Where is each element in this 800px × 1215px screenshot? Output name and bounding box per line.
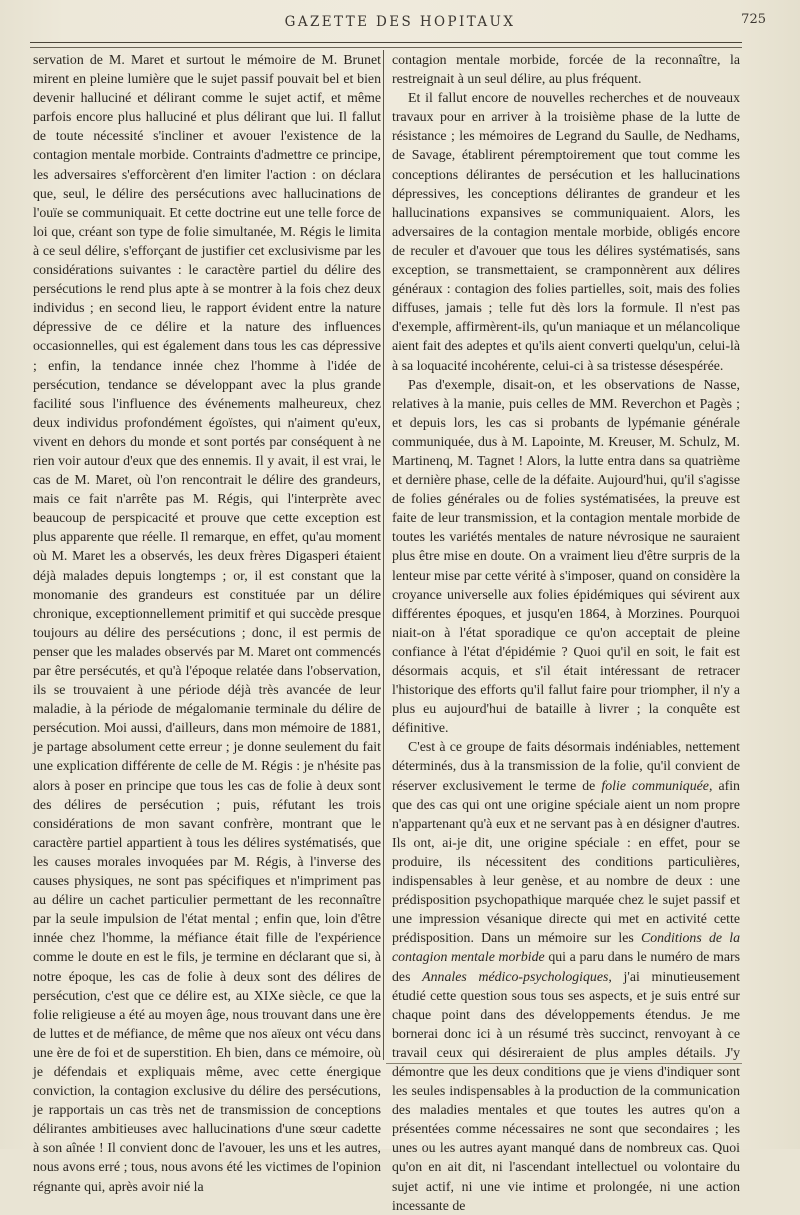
column-divider xyxy=(383,50,384,1060)
right-paragraph-3: Pas d'exemple, disait-on, et les observations de Nasse, relatives à la manie, puis celles de MM. Reverchon et Pagès ; et depuis lors, les cas si probants de lypémanie générale communiquée, dus à M. Lapointe, M. Kreuser, M. Schulz, M. Martinenq, M. Tagnet ! Alors, la lutte entra dans sa quatrième et dernière phase, celle de la défaite. Aujourd'hui, qu'il s'agisse de folies générales ou de folies systématisées, la preuve est faite de leur transmission, et la contagion mentale morbide de toutes les variétés mentales de nature névrosique ne sauraient plus être mise en doute. On a vraiment lieu d'être surpris de la lenteur mise par cette vérité à s'imposer, quand on considère la croyance universelle aux folies épidémiques qui sévirent aux différentes époques, et jusqu'en 1864, à Morzines. Pourquoi niait-on à l'état sporadique ce qu'on acceptait de pleine confiance à l'état d'épidémie ? Quoi qu'il en soit, le fait est désormais acquis, et s'il était intéressant de retracer l'historique des efforts qu'il fallut faire pour triompher, il n'y a plus eu aujourd'hui de bataille à livrer ; la conquête est définitive. xyxy=(392,376,740,736)
header-rule xyxy=(30,42,742,43)
right-paragraph-1: contagion mentale morbide, forcée de la reconnaître, la restreignait à un seul délire, au plus fréquent. xyxy=(392,52,740,87)
paragraph-text: , j'ai minutieusement étudié cette question sous tous ses aspects, et je suis entré sur chaque point dans des développements étendus. Je me bornerai donc ici à un résumé très succinct, renvoyant à ce travail ceux qui désireraient de plus amples détails. J'y démontre que les deux conditions que je viens d'indiquer sont les seules indispensables à la production de la communication des maladies mentales et que toutes les autres qu'on a présentées comme nécessaires ne sont que secondaires ; les unes ou les autres ayant manqué dans de nombreux cas. Quoi qu'on en ait dit, ni l'ascendant intellectuel ou volontaire du sujet actif, ni une vie intime et prolongée, ni une action incessante de xyxy=(392,968,740,1213)
column-end-rule xyxy=(386,1063,742,1064)
italic-journal: Annales médico-psychologiques xyxy=(422,968,609,984)
paragraph-text: qui a paru dans le numéro de mars des xyxy=(392,949,740,984)
paragraph-text: , afin que des cas qui ont une origine spéciale aient un nom propre n'appartenant qu'à eux et ne servant pas à en désigner d'autres. Ils ont, ai-je dit, une origine spéciale : en effet, pour se produire, ils nécessitent des conditions particulières, indispensables à leur genèse, et au nombre de deux : une prédisposition psychopathique marquée chez le sujet passif et une impression vésanique directe qui met en activité cette prédisposition. Dans un mémoire sur les xyxy=(392,777,740,946)
italic-title: Conditions de la contagion mentale morbide xyxy=(392,930,740,965)
italic-term: folie communiquée xyxy=(601,777,709,793)
right-paragraph-4 xyxy=(392,737,740,1214)
right-column xyxy=(392,50,740,1213)
left-paragraph: servation de M. Maret et surtout le mémoire de M. Brunet mirent en pleine lumière que le sujet passif pouvait bel et bien devenir halluciné et délirant comme le sujet actif, et même parfois encore plus halluciné et plus délirant que lui. Il fallut de toute nécessité s'incliner et avouer l'existence de la contagion mentale morbide. Contraints d'admettre ce principe, les adversaires s'efforcèrent d'en limiter l'action : on déclara que, seul, le délire des persécutions avec hallucinations de l'ouïe se communiquait. Et cette doctrine eut une telle force de loi que, créant son type de folie simultanée, M. Régis le limita à ce seul délire, s'efforçant de justifier cet exclusivisme par les considérations suivantes : le caractère partiel du délire des persécutions le rend plus apte à se montrer à la fois chez deux individus ; en second lieu, le rapport évident entre la nature dépressive de ce délire et la nature des influences occasionnelles, qui est également dans tous les cas dépressive ; enfin, la tendance innée chez l'homme à l'idée de persécution, tendance se développant avec la plus grande facilité sous l'influence des événements malheureux, chez deux individus profondément égoïstes, qui n'aiment qu'eux, vivent en dehors du monde et sont portés par conséquent à ne rien voir autour d'eux que des ennemis. Il y avait, il est vrai, le cas de M. Maret, où l'on rencontrait le délire des grandeurs, mais ce fait n'arrête pas M. Régis, qui l'interprète avec beaucoup de perspicacité et prouve que cette exception est plus apparente que réelle. Il remarque, en effet, qu'au moment où M. Maret les a observés, les deux frères Digasperi étaient déjà malades depuis longtemps ; or, il est constant que la monomanie des grandeurs est constituée par un délire chronique, exceptionnellement primitif et qui succède presque toujours au délire des persécutions ; donc, il est permis de penser que les malades observés par M. Maret ont commencés par être persécutés, et qu'à l'époque relatée dans l'observation, ils se trouvaient à une période déjà très avancée de leur maladie, à la période de mégalomanie terminale du délire de persécution. Moi aussi, d'ailleurs, dans mon mémoire de 1881, je partage absolument cette erreur ; je donne seulement du fait une explication différente de celle de M. Régis : je n'hésite pas alors à poser en principe que tous les cas de folie à deux sont des délires de persécution ; puis, réfutant les trois considérations de mon savant confrère, montrant que le caractère partiel appartient à tous les délires systématisés, que les causes morales invoquées par M. Régis, à l'inverse des causes physiques, ne sont pas spécifiques et n'impriment pas au délire un cachet particulier permettant de les reconnaître par la seule impulsion de l'état mental ; enfin que, loin d'être innée chez l'homme, la méfiance était fille de l'expérience comme le doute en est le fils, je termine en déclarant que si, à notre époque, les cas de folie à deux sont des délires de persécution, c'est que ce délire est, au XIXe siècle, ce que la folie religieuse a été au moyen âge, nous trouvant dans une ère de luttes et de méfiance, de même que nos aïeux ont vécu dans une ère de foi et de superstition. Eh bien, dans ce mémoire, où je défendais et expliquais même, avec cette énergique conviction, la contagion exclusive du délire des persécutions, je rapportais un cas très net de transmission de conceptions délirantes ambitieuses avec hallucinations d'une sœur cadette à son aînée ! Il convient donc de l'avouer, les uns et les autres, nous avons erré ; tous, nous avons été les victimes de l'opinion régnante qui, après avoir nié la xyxy=(33,52,381,1194)
left-column xyxy=(33,50,381,1194)
page-header xyxy=(0,12,800,34)
paragraph-text: C'est à ce groupe de faits désormais indéniables, nettement déterminés, dus à la transmission de la folie, qu'il convient de réserver exclusivement le terme de xyxy=(392,739,740,793)
right-paragraph-2: Et il fallut encore de nouvelles recherches et de nouveaux travaux pour en arriver à la troisième phase de la lutte de résistance ; les mémoires de Legrand du Saulle, de Nedhams, de Savage, établirent péremptoirement que tout comme les conceptions délirantes de persécution et les hallucinations dépressives, les conceptions délirantes de grandeur et les hallucinations expansives se communiquaient. Alors, les adversaires de la contagion mentale morbide, obligés encore de reculer et d'avouer que tous les délires systématisés, sans exception, se transmettaient, se cramponnèrent aux délires généraux : contagion des folies partielles, soit, mais des folies diffuses, jamais ; telle fut dès lors la formule. Il n'est pas d'exemple, affirmèrent-ils, qu'un maniaque et un mélancolique aient fait des adeptes et qu'ils aient converti quelqu'un, celui-là à sa loquacité incohérente, celui-ci à sa tristesse désespérée. xyxy=(392,90,740,373)
page-number: 725 xyxy=(741,12,766,27)
header-rule-thin xyxy=(30,47,742,48)
running-title: GAZETTE DES HOPITAUX xyxy=(284,14,516,30)
